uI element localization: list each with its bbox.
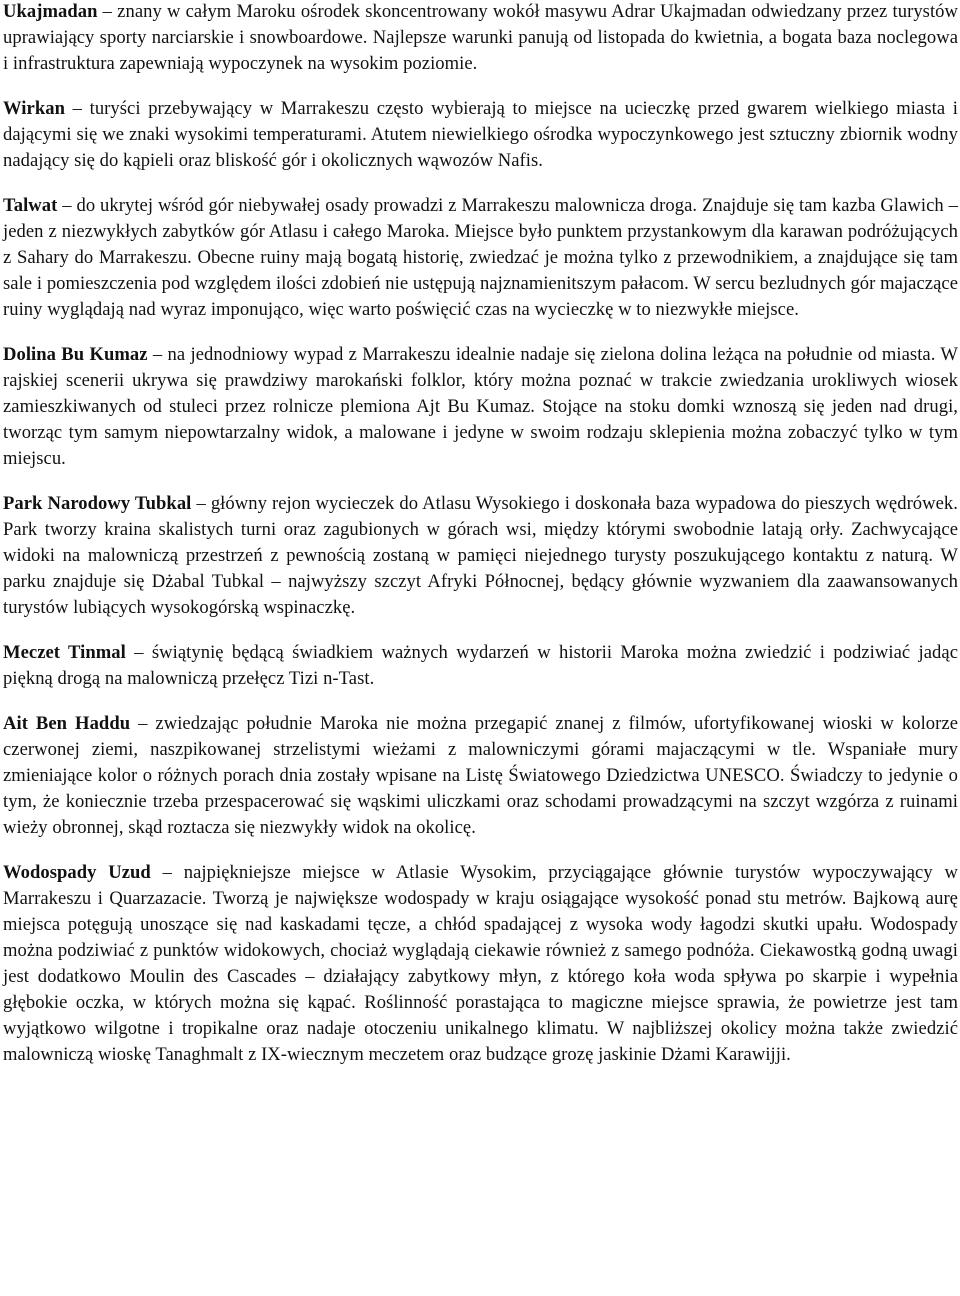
entry-term: Park Narodowy Tubkal: [3, 493, 192, 514]
entry-text: – na jednodniowy wypad z Marrakeszu idealnie nadaje się zielona dolina leżąca na południe od miasta. W rajskiej scenerii ukrywa się prawdziwy marokański folklor, który można poznać w trakcie zwiedzania urokliwych wiosek zamieszkiwanych od stuleci przez rolnicze plemiona Ajt Bu Kumaz. Stojące na stoku domki wznoszą się jeden nad drugi, tworząc tym samym niepowtarzalny widok, a malowane i jedyne w swoim rodzaju sklepienia można zobaczyć tylko w tym miejscu.: [3, 344, 959, 469]
entry-term: Wirkan: [3, 98, 65, 119]
entry-wodospady-uzud: [3, 860, 958, 1068]
entry-text: – najpiękniejsze miejsce w Atlasie Wysokim, przyciągające głównie turystów wypoczywający w Marrakeszu i Quarzazacie. Tworzą je największe wodospady w kraju osiągające wysokość ponad stu metrów. Bajkową aurę miejsca potęgują unoszące się nad kaskadami tęcze, a chłód spadającej z wysoka wody łagodzi skutki upału. Wodospady można podziwiać z punktów widokowych, chociaż wyglądają ciekawie również z samego podnóża. Ciekawostką godną uwagi jest dodatkowo Moulin des Cascades – działający zabytkowy młyn, z którego koła woda spływa po skarpie i wypełnia głębokie oczka, w których można się kąpać. Roślinność porastająca to magiczne miejsce sprawia, że powietrze jest tam wyjątkowo wilgotne i tropikalne oraz nadaje otoczeniu unikalnego klimatu. W najbliższej okolicy można także zwiedzić malowniczą wioskę Tanaghmalt z IX-wiecznym meczetem oraz budzące grozę jaskinie Dżami Karawijji.: [3, 862, 958, 1065]
entry-term: Talwat: [3, 195, 58, 216]
entry-term: Wodospady Uzud: [3, 862, 151, 883]
entry-ukajmadan: [3, 0, 958, 77]
entry-dolina-bu-kumaz: [3, 342, 958, 472]
entry-term: Ait Ben Haddu: [3, 713, 131, 734]
document-body: [3, 0, 958, 1068]
entry-text: – turyści przebywający w Marrakeszu często wybierają to miejsce na ucieczkę przed gwarem wielkiego miasta i dającymi się we znaki wysokimi temperaturami. Atutem niewielkiego ośrodka wypoczynkowego jest sztuczny zbiornik wodny nadający się do kąpieli oraz bliskość gór i okolicznych wąwozów Nafis.: [3, 98, 958, 171]
entry-ait-ben-haddu: [3, 711, 958, 841]
entry-wirkan: [3, 96, 958, 174]
entry-text: – znany w całym Maroku ośrodek skoncentrowany wokół masywu Adrar Ukajmadan odwiedzany przez turystów uprawiający sporty narciarskie i snowboardowe. Najlepsze warunki panują od listopada do kwietnia, a bogata baza noclegowa i infrastruktura zapewniają wypoczynek na wysokim poziomie.: [3, 1, 958, 74]
entry-park-narodowy-tubkal: [3, 491, 958, 621]
entry-term: Meczet Tinmal: [3, 642, 126, 663]
entry-text: – główny rejon wycieczek do Atlasu Wysokiego i doskonała baza wypadowa do pieszych wędrówek. Park tworzy kraina skalistych turni oraz zagubionych w górach wsi, między którymi swobodnie latają orły. Zachwycające widoki na malowniczą przestrzeń z pewnością zostaną w pamięci niejednego turysty poszukującego kontaktu z naturą. W parku znajduje się Dżabal Tubkal – najwyższy szczyt Afryki Północnej, będący głównie wyzwaniem dla zaawansowanych turystów lubiących wysokogórską wspinaczkę.: [3, 493, 958, 618]
entry-meczet-tinmal: [3, 640, 958, 692]
entry-text: – zwiedzając południe Maroka nie można przegapić znanej z filmów, ufortyfikowanej wioski w kolorze czerwonej ziemi, naszpikowanej strzelistymi wieżami z malowniczymi górami majaczącymi w tle. Wspaniałe mury zmieniające kolor o różnych porach dnia zostały wpisane na Listę Światowego Dziedzictwa UNESCO. Świadczy to jedynie o tym, że koniecznie trzeba przespacerować się wąskimi uliczkami oraz schodami prowadzącymi na szczyt wzgórza z ruinami wieży obronnej, skąd roztacza się niezwykły widok na okolicę.: [3, 713, 959, 838]
entry-text: – świątynię będącą świadkiem ważnych wydarzeń w historii Maroka można zwiedzić i podziwiać jadąc piękną drogą na malowniczą przełęcz Tizi n-Tast.: [3, 642, 958, 689]
entry-term: Ukajmadan: [3, 1, 98, 22]
entry-talwat: [3, 193, 958, 323]
entry-text: – do ukrytej wśród gór niebywałej osady prowadzi z Marrakeszu malownicza droga. Znajduje się tam kazba Glawich – jeden z niezwykłych zabytków gór Atlasu i całego Maroka. Miejsce było punktem przystankowym dla karawan podróżujących z Sahary do Marrakeszu. Obecne ruiny mają bogatą historię, zwiedzać je można tylko z przewodnikiem, a znajdujące się tam sale i pomieszczenia pod względem ilości zdobień nie ustępują najznamienitszym pałacom. W sercu bezludnych gór majaczące ruiny wyglądają nad wyraz imponująco, więc warto poświęcić czas na wycieczkę w to niezwykłe miejsce.: [3, 195, 958, 320]
entry-term: Dolina Bu Kumaz: [3, 344, 148, 365]
